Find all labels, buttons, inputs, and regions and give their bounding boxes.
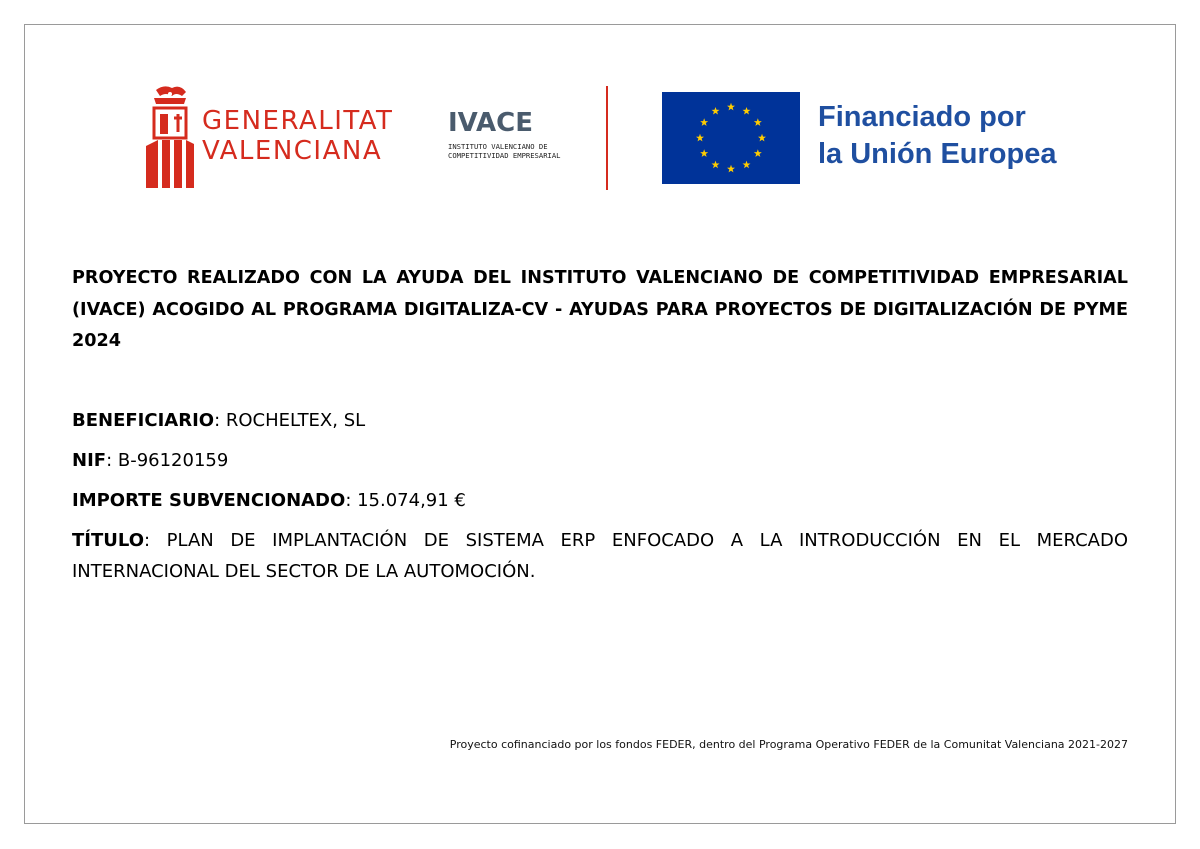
eu-line2: la Unión Europea [818, 138, 1057, 170]
eu-flag-icon [662, 92, 800, 184]
generalitat-line1: GENERALITAT [202, 106, 394, 136]
ivace-subtitle-line1: INSTITUTO VALENCIANO DE [448, 142, 548, 151]
title-value: : PLAN DE IMPLANTACIÓN DE SISTEMA ERP ENFOCADO A LA INTRODUCCIÓN EN EL MERCADO INTERNACIONAL DEL SECTOR DE LA AUTOMOCIÓN. [72, 530, 1128, 582]
eu-line1: Financiado por [818, 101, 1026, 133]
title-line [72, 525, 1128, 587]
subsidy-amount-line [72, 485, 1128, 516]
generalitat-valenciana-logo [146, 84, 406, 190]
eu-funding-text [818, 99, 1056, 173]
generalitat-emblem-icon [146, 84, 196, 190]
feder-footer-note: Proyecto cofinanciado por los fondos FEDER, dentro del Programa Operativo FEDER de la Comunitat Valenciana 2021-2027 [449, 738, 1128, 751]
generalitat-line2: VALENCIANA [202, 136, 383, 166]
nif-line [72, 445, 1128, 476]
subsidy-amount-label: IMPORTE SUBVENCIONADO [72, 490, 346, 511]
beneficiary-label: BENEFICIARIO [72, 410, 215, 431]
nif-label: NIF [72, 450, 107, 471]
logo-divider [606, 86, 608, 190]
beneficiary-line [72, 405, 1128, 436]
ivace-wordmark: IVACE [448, 108, 533, 138]
title-label: TÍTULO [72, 530, 144, 551]
project-heading: PROYECTO REALIZADO CON LA AYUDA DEL INSTITUTO VALENCIANO DE COMPETITIVIDAD EMPRESARIAL (IVACE) ACOGIDO AL PROGRAMA DIGITALIZA-CV - AYUDAS PARA PROYECTOS DE DIGITALIZACIÓN DE PYME 2024 [72, 268, 1128, 351]
ivace-logo [448, 108, 568, 168]
nif-value: : B-96120159 [106, 450, 229, 471]
beneficiary-value: : ROCHELTEX, SL [214, 410, 366, 431]
subsidy-amount-value: : 15.074,91 € [345, 490, 466, 511]
ivace-subtitle-line2: COMPETITIVIDAD EMPRESARIAL [448, 151, 561, 160]
